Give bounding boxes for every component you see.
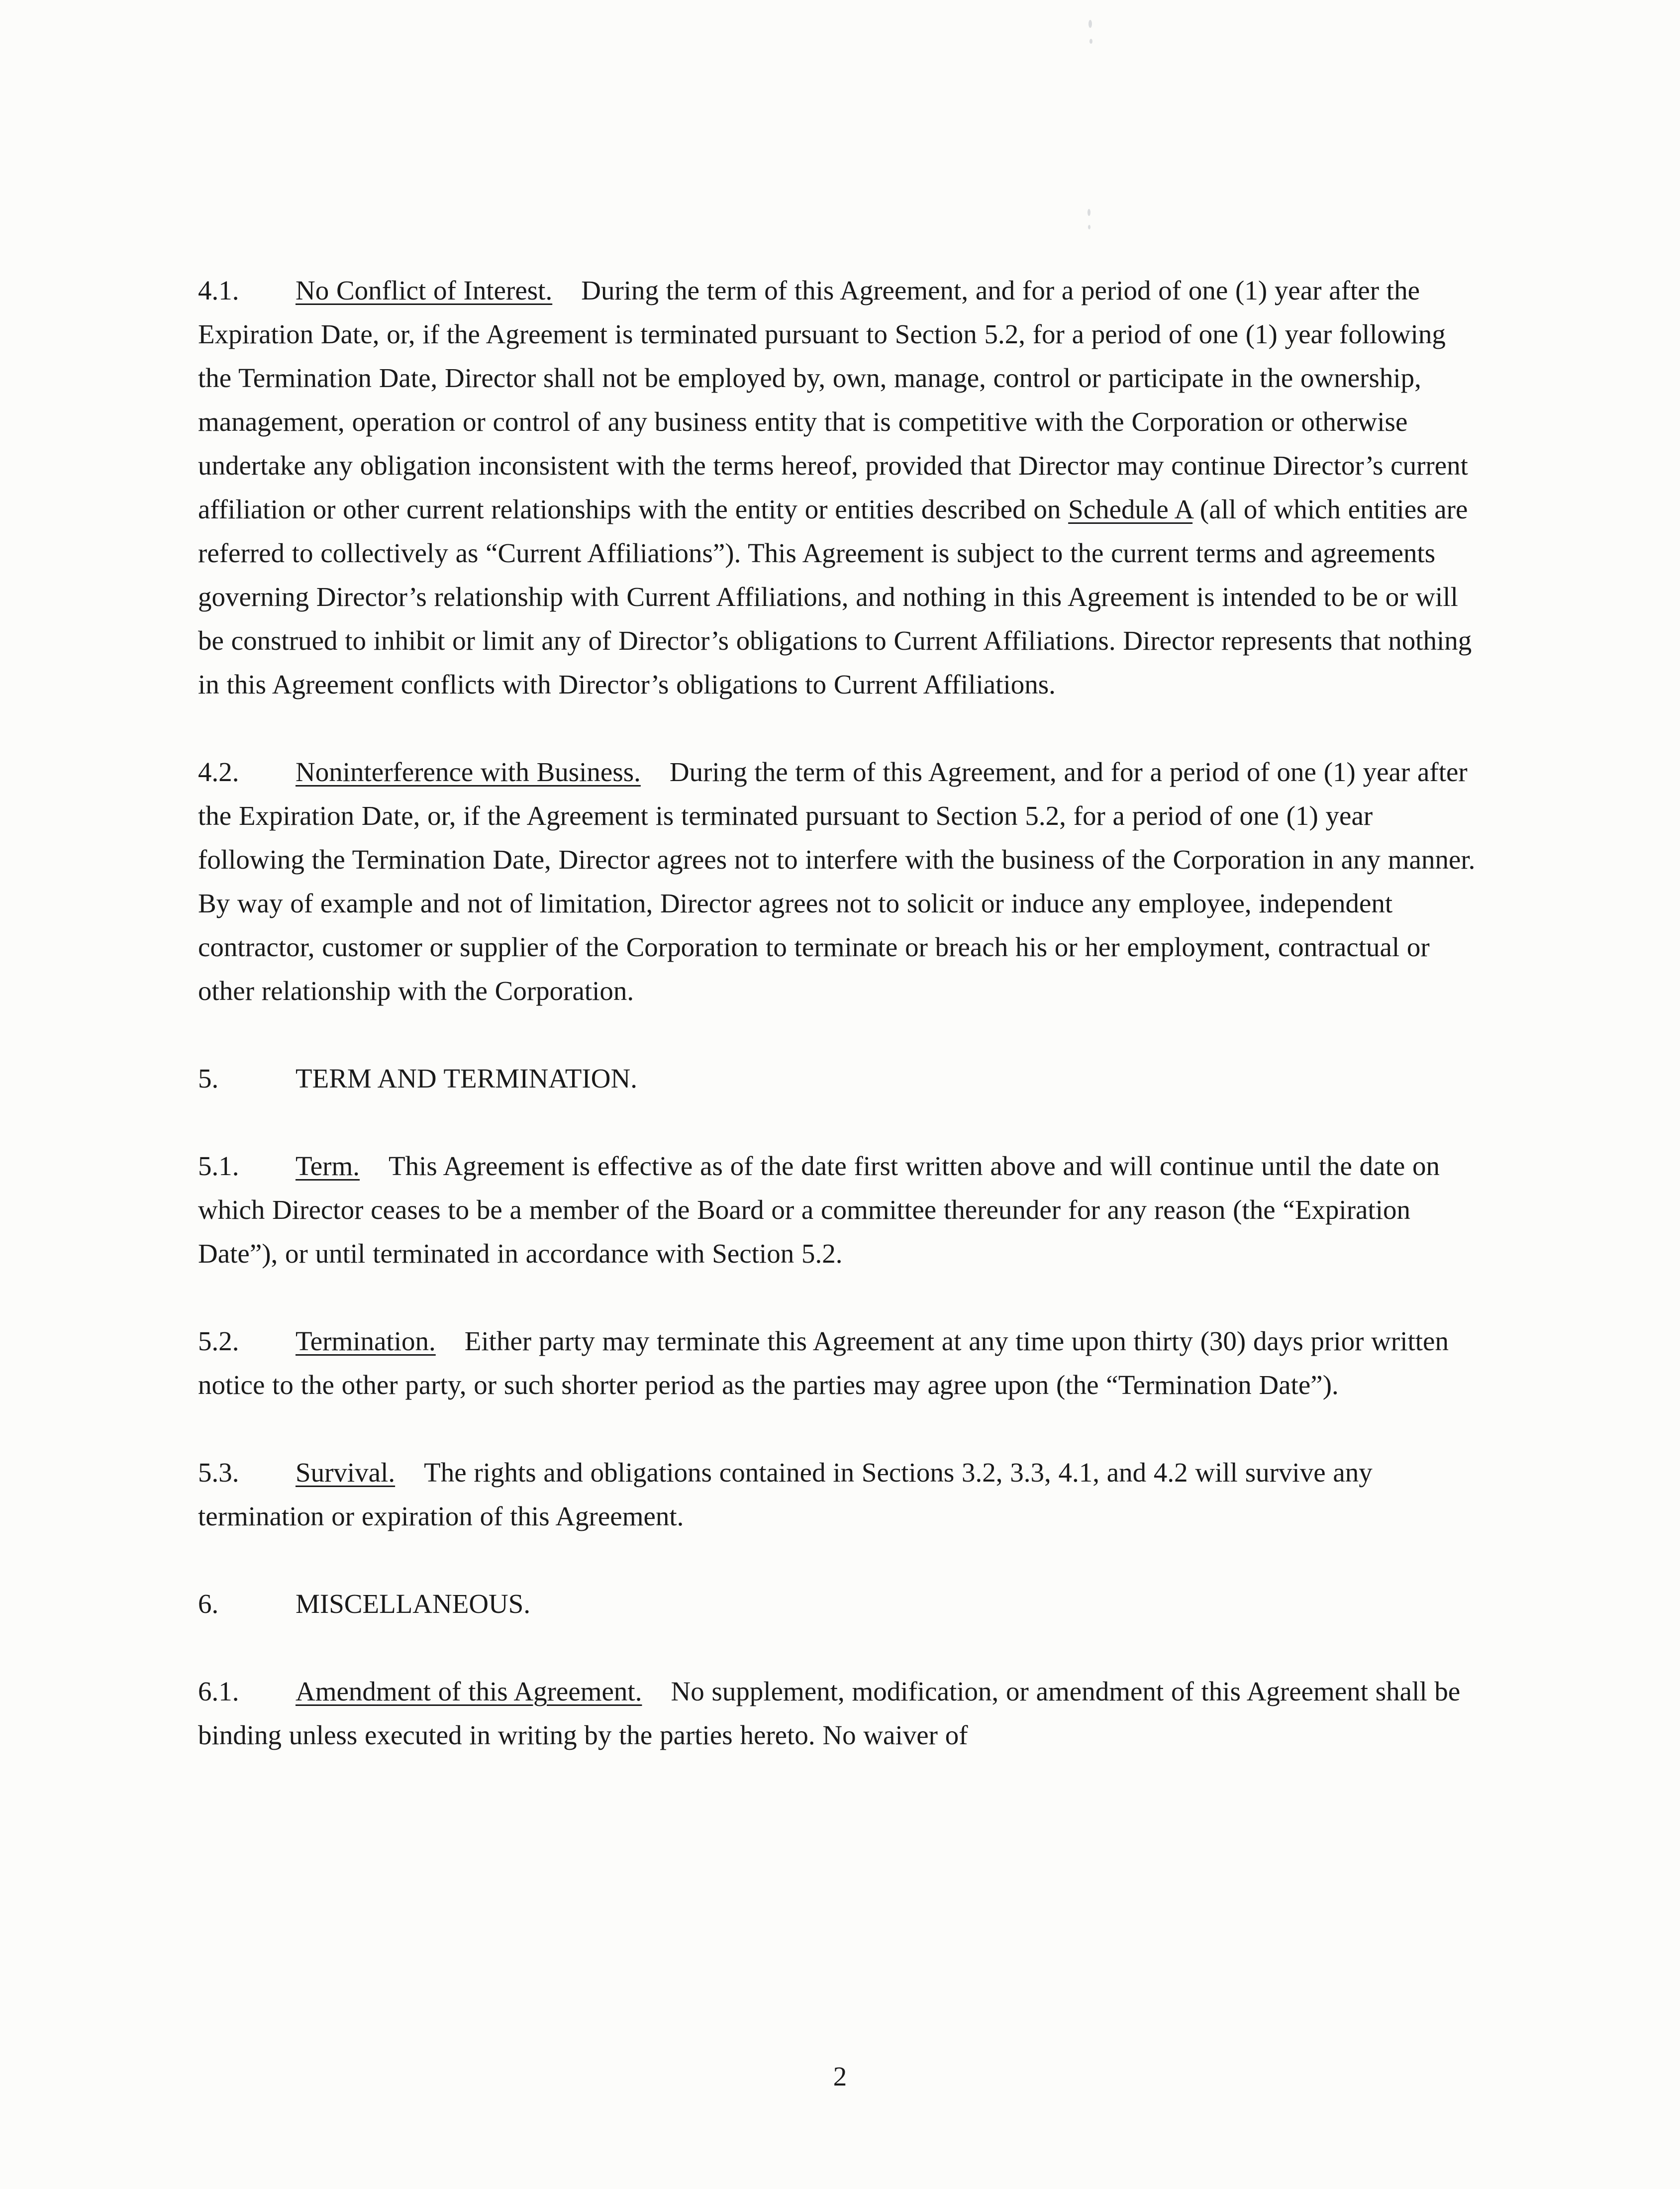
text-run: During the term of this Agreement, and for a period of one (1) year after the Expiration Date, or, if the Agreement is terminated pursuant to Section 5.2, for a period of one (1) year following the Termination Date, Director agrees not to interfere with the business of the Corporation in any manner. By way of example and not of limitation, Director agrees not to solicit or induce any employee, independent contractor, customer or supplier of the Corporation to terminate or breach his or her employment, contractual or other relationship with the Corporation. [198, 757, 1476, 1006]
page-number: 2 [833, 2061, 847, 2091]
section-number: 5.3. [198, 1457, 239, 1488]
section-number: 4.1. [198, 275, 239, 305]
section-title: Termination. [296, 1326, 436, 1356]
section-title: Noninterference with Business. [296, 757, 641, 787]
scan-artifact [1089, 39, 1092, 44]
paragraph-4-2 [198, 750, 1477, 1013]
text-run: This Agreement is effective as of the date first written above and will continue until the date on which Director ceases to be a member of the Board or a committee thereunder for any reason (the “Expiration Date”), or until terminated in accordance with Section 5.2. [198, 1151, 1440, 1269]
paragraph-5-3 [198, 1451, 1477, 1538]
underlined-term: Schedule A [1068, 494, 1193, 524]
text-run: During the term of this Agreement, and for a period of one (1) year after the Expiration Date, or, if the Agreement is terminated pursuant to Section 5.2, for a period of one (1) year following the Termination Date, Director shall not be employed by, own, manage, control or participate in the ownership, management, operation or control of any business entity that is competitive with the Corporation or otherwise undertake any obligation inconsistent with the terms hereof, provided that Director may continue Director’s current affiliation or other current relationships with the entity or entities described on [198, 275, 1468, 524]
paragraph-5-2 [198, 1319, 1477, 1407]
document-body [198, 269, 1477, 1801]
section-title: TERM AND TERMINATION. [296, 1063, 637, 1094]
text-run: The rights and obligations contained in Sections 3.2, 3.3, 4.1, and 4.2 will survive any termination or expiration of this Agreement. [198, 1457, 1373, 1531]
scan-artifact [1088, 20, 1092, 28]
scan-artifact [1088, 225, 1090, 229]
paragraph-text [198, 757, 1475, 1006]
section-number: 5.2. [198, 1326, 239, 1356]
paragraph-text [198, 275, 1472, 699]
section-title: MISCELLANEOUS. [296, 1589, 531, 1619]
paragraph-5 [198, 1057, 1477, 1100]
section-title: Amendment of this Agreement. [296, 1676, 642, 1706]
section-title: Term. [296, 1151, 360, 1181]
paragraph-4-1 [198, 269, 1477, 706]
paragraph-6-1 [198, 1670, 1477, 1757]
section-number: 6. [198, 1589, 219, 1619]
page-footer [0, 2055, 1680, 2098]
text-run: Either party may terminate this Agreement at any time upon thirty (30) days prior written notice to the other party, or such shorter period as the parties may agree upon (the “Termination Date”). [198, 1326, 1449, 1400]
text-run: No supplement, modification, or amendment of this Agreement shall be binding unless executed in writing by the parties hereto. No waiver of [198, 1676, 1461, 1750]
paragraph-5-1 [198, 1144, 1477, 1276]
text-run: (all of which entities are referred to collectively as “Current Affiliations”). This Agreement is subject to the current terms and agreements governing Director’s relationship with Current Affiliations, and nothing in this Agreement is intended to be or will be construed to inhibit or limit any of Director’s obligations to Current Affiliations. Director represents that nothing in this Agreement conflicts with Director’s obligations to Current Affiliations. [198, 494, 1472, 699]
paragraph-6 [198, 1582, 1477, 1626]
section-number: 5. [198, 1063, 219, 1094]
section-number: 5.1. [198, 1151, 239, 1181]
section-title: No Conflict of Interest. [296, 275, 553, 305]
scan-artifact [1087, 209, 1090, 216]
section-number: 6.1. [198, 1676, 239, 1706]
section-title: Survival. [296, 1457, 395, 1488]
section-number: 4.2. [198, 757, 239, 787]
paragraph-text [198, 1151, 1440, 1269]
